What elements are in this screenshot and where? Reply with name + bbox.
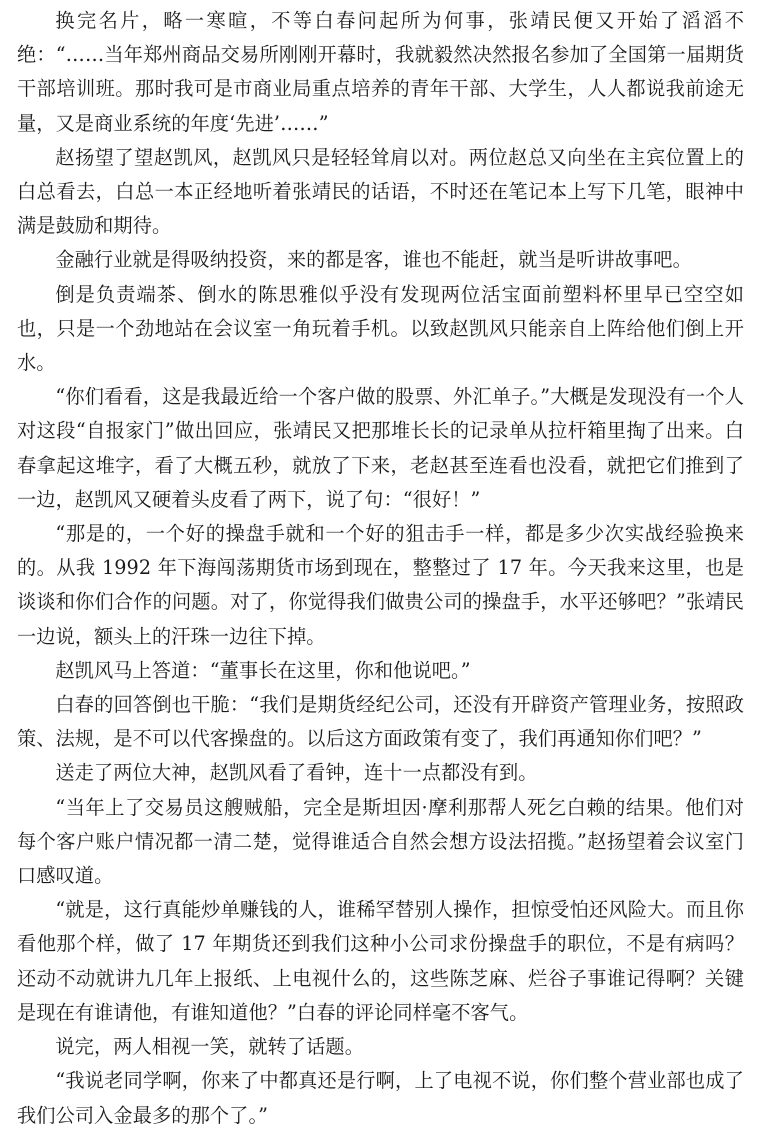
paragraph: 白春的回答倒也干脆：“我们是期货经纪公司，还没有开辟资产管理业务，按照政策、法规，是不可以代客操盘的。以后这方面政策有变了，我们再通知你们吧？” [17,693,744,751]
paragraph: “我说老同学啊，你来了中都真还是行啊，上了电视不说，你们整个营业部也成了我们公司入金最多的那个了。” [17,1069,744,1127]
paragraph: “你们看看，这是我最近给一个客户做的股票、外汇单子。”大概是发现没有一个人对这段“自报家门”做出回应，张靖民又把那堆长长的记录单从拉杆箱里掏了出来。白春拿起这堆字，看了大概五秒，就放了下来，老赵甚至连看也没看，就把它们推到了一边，赵凯风又硬着头皮看了两下，说了句：“很好！” [17,385,744,511]
paragraph: “当年上了交易员这艘贼船，完全是斯坦因·摩利那帮人死乞白赖的结果。他们对每个客户账户情况都一清二楚，觉得谁适合自然会想方设法招揽。”赵扬望着会议室门口感叹道。 [17,795,744,888]
paragraph: 金融行业就是得吸纳投资，来的都是客，谁也不能赶，就当是听讲故事吧。 [55,248,692,272]
paragraph: 赵凯风马上答道：“董事长在这里，你和他说吧。” [55,658,471,682]
paragraph: 赵扬望了望赵凯风，赵凯风只是轻轻耸肩以对。两位赵总又向坐在主宾位置上的白总看去，白总一本正经地听着张靖民的话语，不时还在笔记本上写下几笔，眼神中满是鼓励和期待。 [17,145,744,238]
paragraph: 换完名片，略一寒暄，不等白春问起所为何事，张靖民便又开始了滔滔不绝：“……当年郑州商品交易所刚刚开幕时，我就毅然决然报名参加了全国第一届期货干部培训班。那时我可是市商业局重点培养的青年干部、大学生，人人都说我前途无量，又是商业系统的年度‘先进’……” [17,9,744,135]
paragraph: “就是，这行真能炒单赚钱的人，谁稀罕替别人操作，担惊受怕还风险大。而且你看他那个样，做了 17 年期货还到我们这种小公司求份操盘手的职位，不是有病吗？还动不动就讲九几年上报纸、上电视什么的，这些陈芝麻、烂谷子事谁记得啊？关键是现在有谁请他，有谁知道他？”白春的评论同样毫不客气。 [17,898,744,1024]
paragraph: 倒是负责端茶、倒水的陈思雅似乎没有发现两位活宝面前塑料杯里早已空空如也，只是一个劲地站在会议室一角玩着手机。以致赵凯风只能亲自上阵给他们倒上开水。 [17,282,744,375]
paragraph: 送走了两位大神，赵凯风看了看钟，连十一点都没有到。 [55,761,538,785]
paragraph: “那是的，一个好的操盘手就和一个好的狙击手一样，都是多少次实战经验换来的。从我 1992 年下海闯荡期货市场到现在，整整过了 17 年。今天我来这里，也是谈谈和你们合作的问题。对了，你觉得我们做贵公司的操盘手，水平还够吧？”张靖民一边说，额头上的汗珠一边往下掉。 [17,522,744,648]
paragraph: 说完，两人相视一笑，就转了话题。 [55,1035,364,1059]
